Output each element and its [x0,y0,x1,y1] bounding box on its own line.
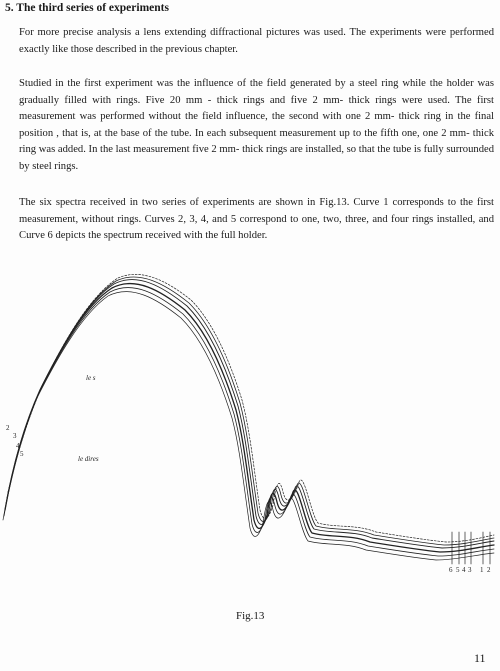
left-label-2: 3 [13,432,17,440]
left-label-3: 4 [16,442,20,450]
bottom-label-1: 1 [480,566,484,574]
mid-note: le dires [78,455,99,463]
left-label-4: 5 [20,450,24,458]
spectrum-curve-5 [3,292,494,560]
section-heading: 5. The third series of experiments [5,2,169,14]
left-label-1: 2 [6,424,10,432]
upper-note: le s [86,374,96,382]
bottom-label-3: 3 [468,566,472,574]
spectra-figure [0,270,500,600]
bottom-label-6: 6 [449,566,453,574]
figure-caption: Fig.13 [236,610,265,622]
paragraph-1: For more precise analysis a lens extending diffractional pictures was used. The experiments were performed exactly like those described in the previous chapter. [19,27,494,55]
spectrum-curve-1 [5,284,494,552]
paragraph-2: Studied in the first experiment was the influence of the field generated by a steel ring while the holder was gradually filled with rings. Five 20 mm - thick rings and five 2 mm- thick rings were used. The first measurement was performed without the field influence, the second with one 2 mm- thick ring in the final position , that is, at the base of the tube. In each subsequent measurement up to the fifth one, one 2 mm- thick ring was added. In the last measurement five 2 mm- thick rings are installed, so that the tube is fully surrounded by steel rings. [19,78,494,172]
bottom-label-4: 4 [462,566,466,574]
paragraph-3: The six spectra received in two series of experiments are shown in Fig.13. Curve 1 corresponds to the first measurement, without rings. Curves 2, 3, 4, and 5 correspond to one, two, three, and four rings installed, and Curve 6 depicts the spectrum received with the full holder. [19,197,494,241]
spectrum-curve-4 [7,277,494,545]
bottom-label-5: 5 [456,566,460,574]
page-number: 11 [474,651,486,665]
bottom-label-2: 2 [487,566,491,574]
